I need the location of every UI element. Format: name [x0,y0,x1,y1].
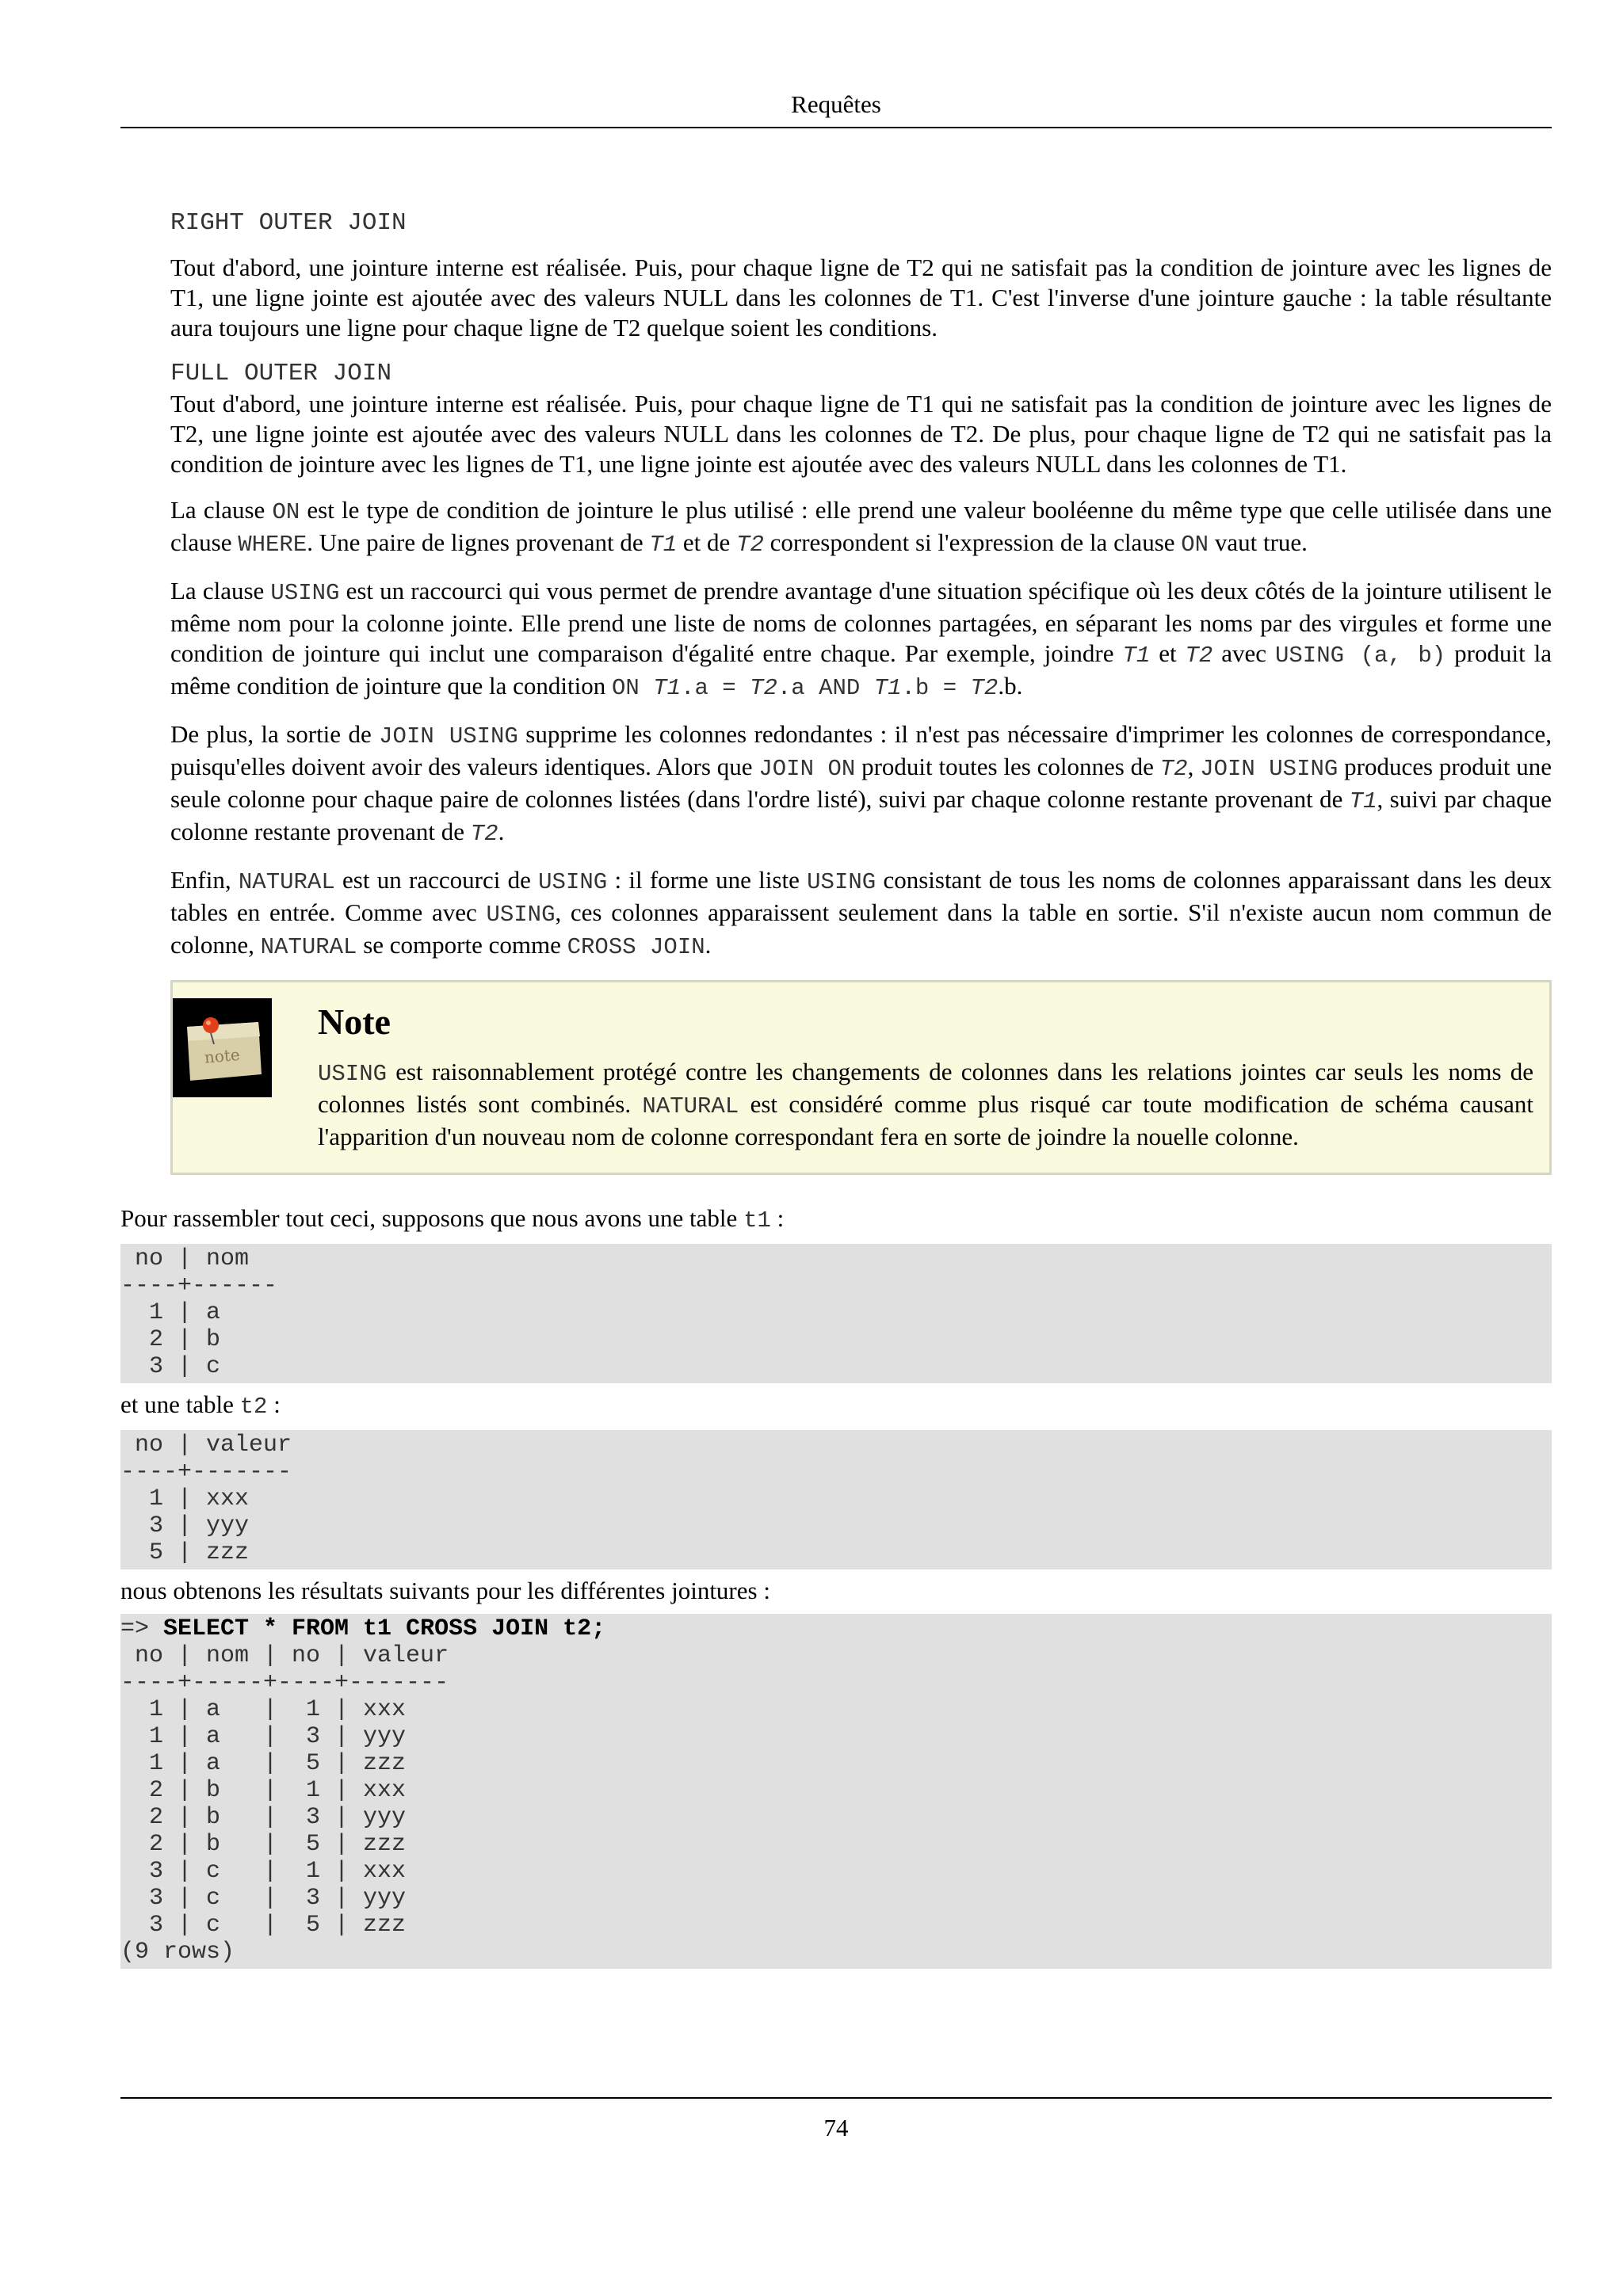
term-full-outer-join: FULL OUTER JOIN [170,360,392,387]
right-outer-join-description: Tout d'abord, une jointure interne est réalisée. Puis, pour chaque ligne de T2 qui ne satisfait pas la condition de jointure avec les lignes de T1, une ligne jointe est ajoutée avec des valeurs NULL dans les colonnes de T1. C'est l'inverse d'une jointure gauche : la table résultante aura toujours une ligne pour chaque ligne de T2 quelque soient les conditions. [170,254,1552,341]
page-content [120,208,1552,1975]
header-rule [120,127,1552,128]
join-using-output-paragraph: De plus, la sortie de JOIN USING supprime les colonnes redondantes : il n'est pas nécessaire d'imprimer les colonnes de correspondance, puisqu'elles doivent avoir des valeurs identiques. Alors que JOIN ON produit toutes les colonnes de T2, JOIN USING produces produit une seule colonne pour chaque paire de colonnes listées (dans l'ordre listé), suivi par chaque colonne restante provenant de T1, suivi par chaque colonne restante provenant de T2. [170,720,1552,847]
note-text: USING est raisonnablement protégé contre les changements de colonnes dans les relations jointes car seuls les noms de colonnes listés sont combinés. NATURAL est considéré comme plus risqué car toute modification de schéma causant l'apparition d'un nouveau nom de colonne correspondant fera en sorte de joindre la nouelle colonne. [318,1058,1534,1150]
sql-query: SELECT * FROM t1 CROSS JOIN t2; [163,1615,606,1642]
running-header: Requêtes [791,90,881,118]
natural-paragraph: Enfin, NATURAL est un raccourci de USING : il forme une liste USING consistant de tous les noms de colonnes apparaissant dans les deux tables en entrée. Comme avec USING, ces colonnes apparaissent seulement dans la table en sortie. S'il n'existe aucun nom commun de colonne, NATURAL se comporte comme CROSS JOIN. [170,866,1552,960]
svg-text:note: note [203,1044,241,1067]
query-output: no | nom | no | valeur ----+-----+----+------- 1 | a | 1 | xxx 1 | a | 3 | yyy 1 | a | 5 | zzz 2 | b | 1 | xxx 2 | b | 3 | yyy 2 | b | 5 | zzz 3 | c | 1 | xxx 3 | c | 3 | yyy 3 | c | 5 | zzz (9 rows) [120,1642,449,1966]
table-t2-intro: et une table t2 : [120,1390,281,1420]
note-admonition [170,980,1552,1175]
note-title: Note [318,1001,391,1042]
table-t1-listing: no | nom ----+------ 1 | a 2 | b 3 | c [120,1244,1552,1383]
footer-rule [120,2097,1552,2099]
note-body [318,998,1533,1152]
using-clause-paragraph: La clause USING est un raccourci qui vous permet de prendre avantage d'une situation spécifique où les deux côtés de la jointure utilisent le même nom pour la colonne jointe. Elle prend une liste de noms de colonnes partagées, en séparant les noms par des virgules et forme une condition de jointure qui inclut une comparaison d'égalité entre chaque. Par exemple, joindre T1 et T2 avec USING (a, b) produit la même condition de jointure que la condition ON T1.a = T2.a AND T1.b = T2.b. [170,577,1552,701]
cross-join-listing [120,1614,1552,1969]
results-intro: nous obtenons les résultats suivants pour les différentes jointures : [120,1577,770,1604]
full-outer-join-entry [170,359,1552,479]
page-number: 74 [823,2114,849,2142]
table-t1-intro: Pour rassembler tout ceci, supposons que nous avons une table t1 : [120,1204,785,1234]
term-right-outer-join: RIGHT OUTER JOIN [170,209,407,237]
table-t2-listing: no | valeur ----+------- 1 | xxx 3 | yyy 5 | zzz [120,1430,1552,1569]
note-icon [173,998,272,1097]
full-outer-join-description: Tout d'abord, une jointure interne est réalisée. Puis, pour chaque ligne de T1 qui ne satisfait pas la condition de jointure avec les lignes de T2, une ligne jointe est ajoutée avec des valeurs NULL dans les colonnes de T2. De plus, pour chaque ligne de T2 qui ne satisfait pas la condition de jointure avec les lignes de T1, une ligne jointe est ajoutée avec des valeurs NULL dans les colonnes de T1. [170,390,1552,478]
right-outer-join-entry [170,208,1552,343]
on-clause-paragraph: La clause ON est le type de condition de jointure le plus utilisé : elle prend une valeur booléenne du même type que celle utilisée dans une clause WHERE. Une paire de lignes provenant de T1 et de T2 correspondent si l'expression de la clause ON vaut true. [170,496,1552,558]
sql-prompt: => [120,1615,164,1642]
